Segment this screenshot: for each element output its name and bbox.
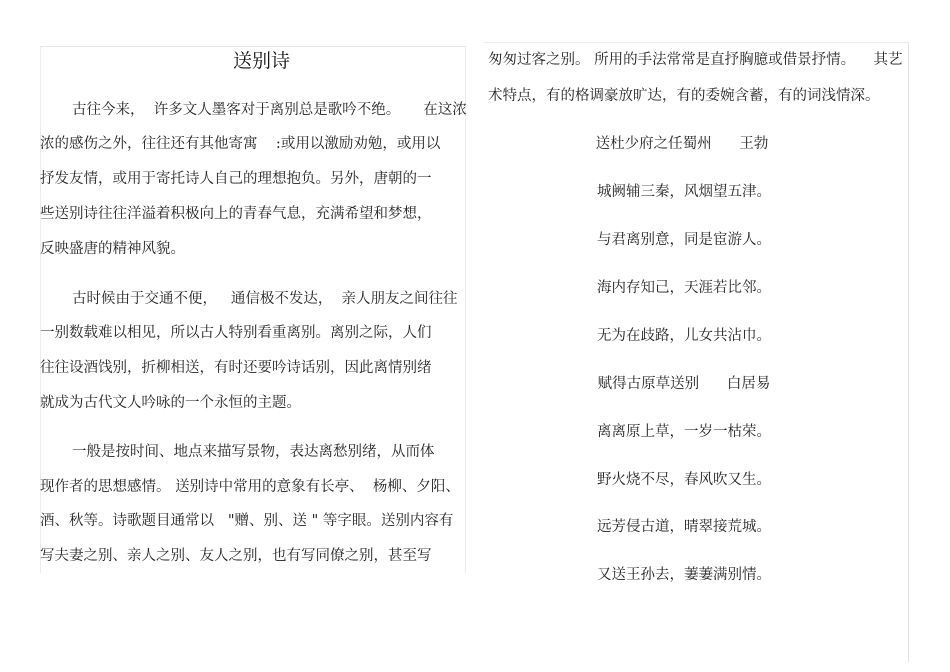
poem-line: 远芳侵古道，晴翠接荒城。 (597, 519, 771, 535)
paragraph-line: 些送别诗往往洋溢着积极向上的青春气息，充满希望和梦想， (40, 206, 432, 222)
page-title: 送别诗 (232, 50, 290, 72)
paragraph-line: 现作者的思想感情。 送别诗中常用的意象有长亭、 杨柳、夕阳、 (40, 479, 460, 495)
paragraph-line: 术特点，有的格调豪放旷达，有的委婉含蓄，有的词浅情深。 (488, 88, 880, 104)
paragraph-line: 一别数载难以相见，所以古人特别看重离别。离别之际，人们 (40, 325, 432, 341)
paragraph-line: 抒发友情，或用于寄托诗人自己的理想抱负。另外，唐朝的一 (40, 171, 432, 187)
paragraph-line: 古时候由于交通不便， 通信极不发达， 亲人朋友之间往往 (72, 291, 458, 307)
paragraph-line: 就成为古代文人吟咏的一个永恒的主题。 (40, 395, 301, 411)
right-page-top-border (484, 42, 908, 43)
poem-line: 海内存知己，天涯若比邻。 (597, 280, 771, 296)
paragraph-line: 古往今来， 许多文人墨客对于离别总是歌吟不绝。 在这浓 (72, 102, 467, 118)
paragraph-line: 酒、秋等。诗歌题目通常以 "赠、别、送 " 等字眼。送别内容有 (40, 513, 454, 529)
poem-line: 野火烧不尽，春风吹又生。 (597, 472, 771, 488)
paragraph-line: 往往设酒饯别，折柳相送，有时还要吟诗话别，因此离情别绪 (40, 360, 432, 376)
poem-line: 离离原上草，一岁一枯荣。 (597, 424, 771, 440)
paragraph-line: 浓的感伤之外，往往还有其他寄寓 :或用以激励劝勉，或用以 (40, 136, 441, 152)
paragraph-line: 写夫妻之别、亲人之别、友人之别，也有写同僚之别，甚至写 (40, 548, 432, 564)
poem-heading: 送杜少府之任蜀州 王勃 (595, 136, 769, 152)
poem-line: 无为在歧路，儿女共沾巾。 (597, 328, 771, 344)
poem-line: 城阙辅三秦，风烟望五津。 (597, 184, 771, 200)
poem-heading: 赋得古原草送别 白居易 (597, 376, 771, 392)
poem-line: 与君离别意，同是宦游人。 (597, 232, 771, 248)
paragraph-line: 一般是按时间、地点来描写景物，表达离愁别绪，从而体 (72, 444, 435, 460)
paragraph-line: 反映盛唐的精神风貌。 (40, 241, 185, 257)
paragraph-line: 匆匆过客之别。 所用的手法常常是直抒胸臆或借景抒情。 其艺 (488, 52, 903, 68)
poem-line: 又送王孙去，萋萋满别情。 (597, 567, 771, 583)
right-page-border (908, 42, 909, 662)
